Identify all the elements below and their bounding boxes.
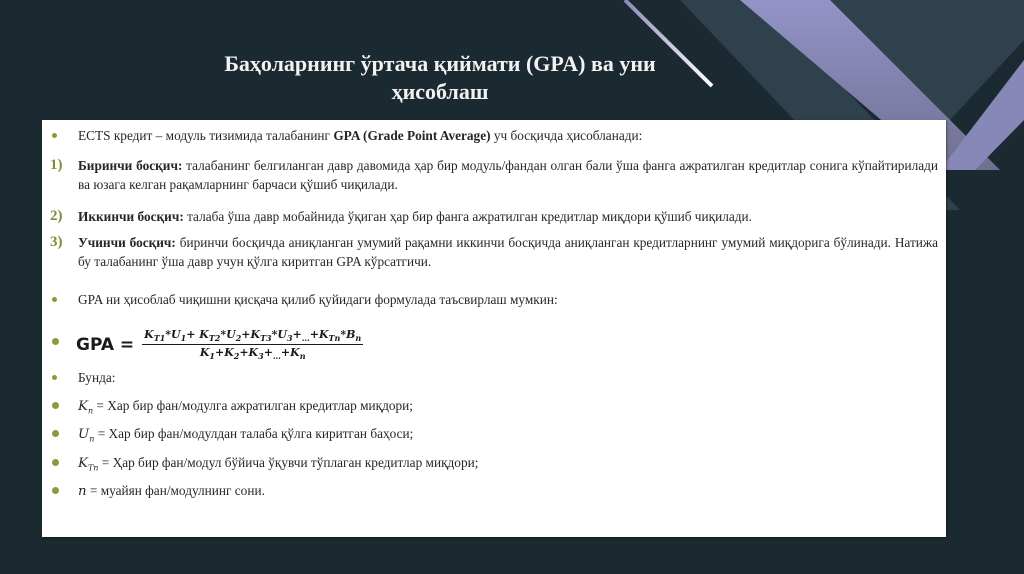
slide-title: Баҳоларнинг ўртача қиймати (GPA) ва уни ҳисоблаш (224, 51, 656, 104)
bullet-icon (52, 396, 60, 404)
content-panel: ECTS кредит – модуль тизимида талабанинг GPA (Grade Point Average) уч босқичда ҳисобланади: 1) Биринчи босқич: талабанинг белгиланган давр давомида ҳар бир модуль/фандан олган бали ўша фанга ажратилган кредитлар сонига кўпайтирилади ва юзага келган рақамларнинг барчаси қўшиб чиқилади. 2) Иккинчи босқич: талаба ўша давр мобайнида ўқиган ҳар бир фанга ажратилган кредитлар миқдори қўшиб чиқилади. 3) Учинчи босқич: биринчи босқичда аниқланган умумий рақамни иккинчи босқичда аниқланган кредитларнинг умумий миқдорига бўлинади. Натижа бу талабанинг ўша давр учун қўлга киритган GPA кўрсатгичи. GPA ни ҳисоблаб чиқишни қисқача қилиб қуйидаги формулада таъсвирлаш мумкин: GPA = $\frac{K_{T1}*U_1+ K_{T2}*U_2+K_{T3}*U_3+_\dots+K_{Tn}*B_n}{K_1+K_2+K_3+_\dots+K_n}$ Бунда: $K_n$ = Хар бир фан/модулга ажратилган кредитлар миқдори; $U_n$ = Хар бир фан/модулдан талаба қўлга киритган баҳоси; $K_{Tn}$ = Ҳар бир фан/модул бўйича ўқувчи тўплаган кредитлар миқдори; n = муайян фан/модулнинг сони. (42, 120, 946, 537)
gpa-formula: GPA = $\frac{K_{T1}*U_1+ K_{T2}*U_2+K_{T3}*U_3+_\dots+K_{Tn}*B_n}{K_1+K_2+K_3+_\dots+K_n}$ (76, 328, 362, 362)
bullet-icon (52, 453, 60, 461)
bullet-icon (52, 290, 60, 298)
bullet-icon (52, 126, 60, 134)
formula-numerator: $K_{T1}*U_1+ K_{T2}*U_2+K_{T3}*U_3+_\dots+K_{Tn}*B_n$ (144, 328, 362, 344)
bullet-icon (52, 424, 60, 432)
bullet-icon (52, 481, 60, 489)
bullet-icon (52, 368, 60, 376)
bullet-icon (52, 332, 60, 340)
formula-denominator: $K_1+K_2+K_3+_\dots+K_n$ (199, 346, 306, 362)
